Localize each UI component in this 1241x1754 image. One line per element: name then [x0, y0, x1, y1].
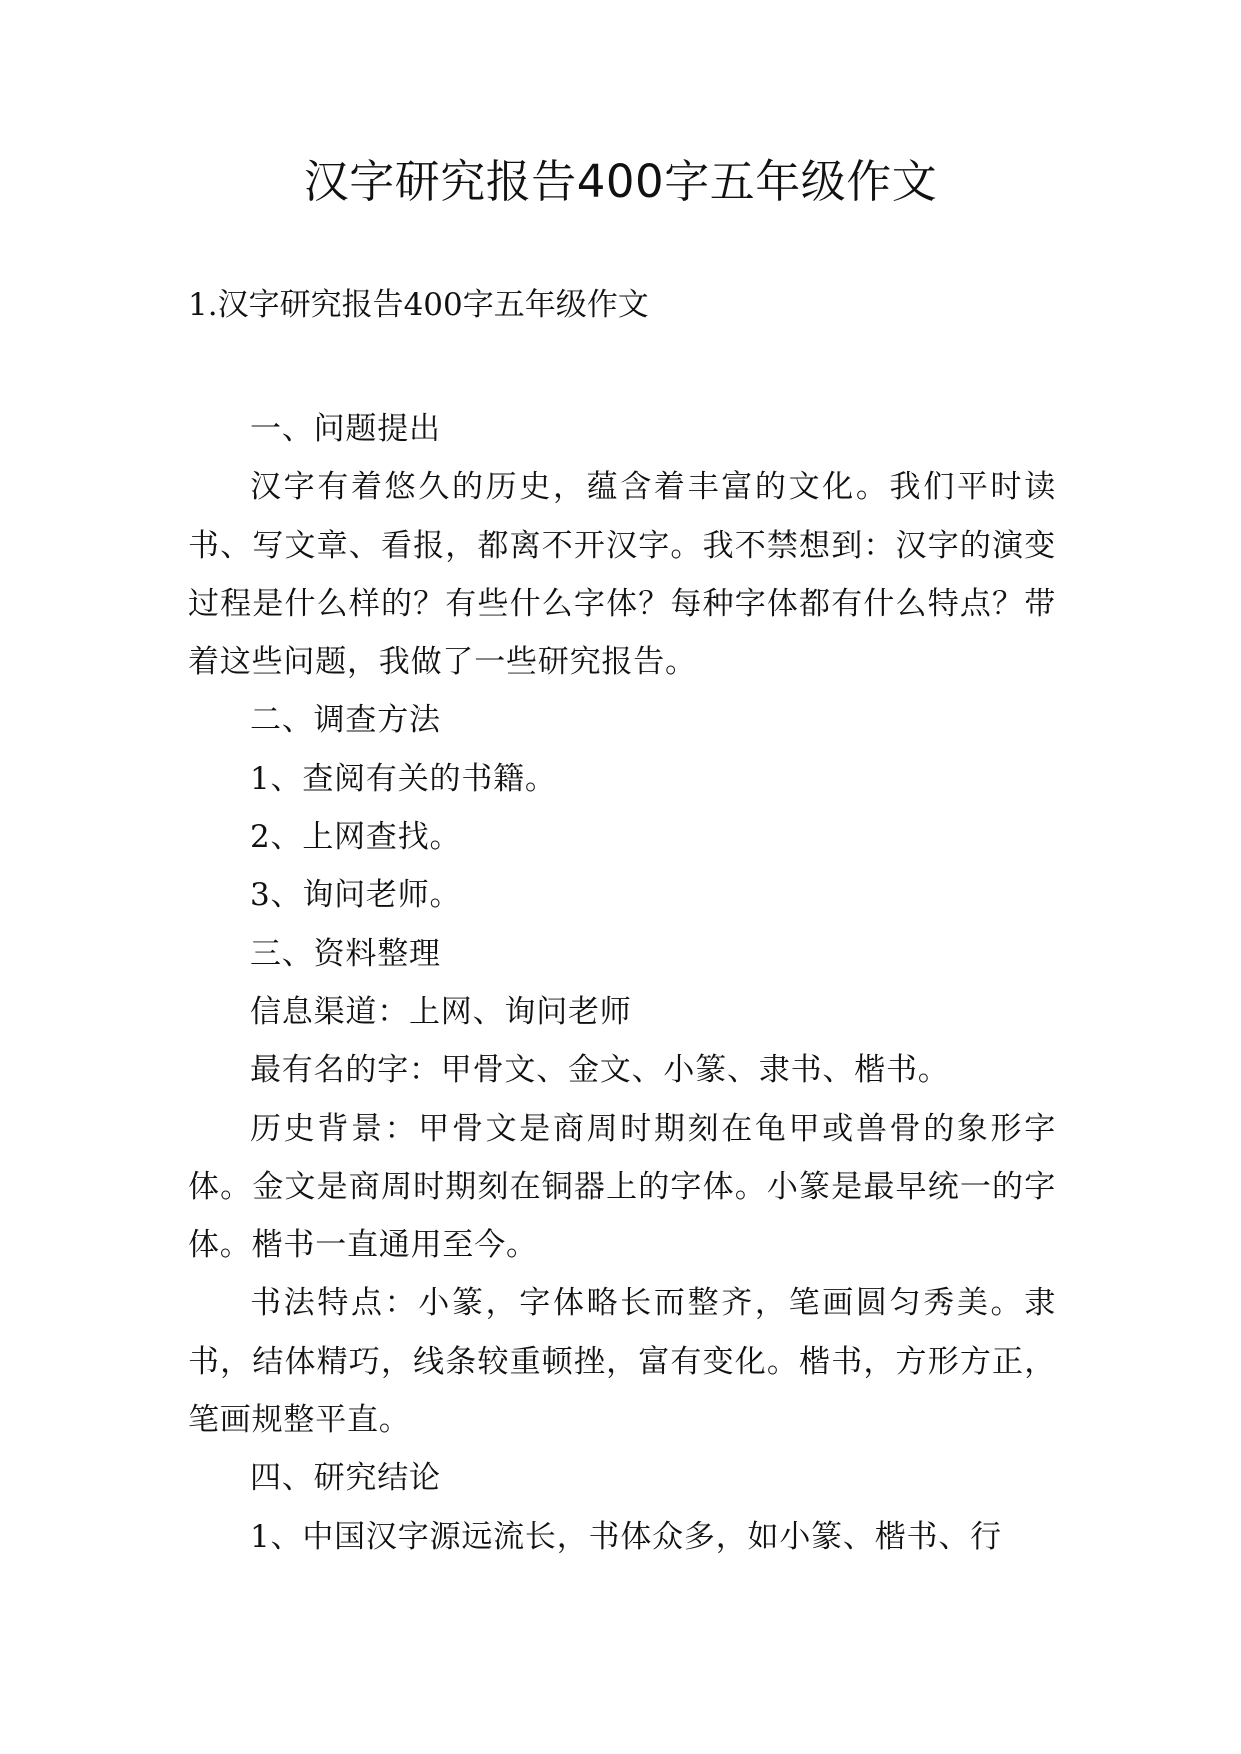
section-heading-materials: 三、资料整理 [250, 935, 441, 972]
method-item-3: 3、询问老师。 [250, 877, 462, 914]
document-title: 汉字研究报告400字五年级作文 [303, 155, 938, 208]
document-body [188, 400, 1056, 1566]
document-subtitle: 1.汉字研究报告400字五年级作文 [188, 287, 649, 323]
paragraph-calligraphy: 书法特点：小篆，字体略长而整齐，笔画圆匀秀美。隶书，结体精巧，线条较重顿挫，富有变化。楷书，方形方正，笔画规整平直。 [188, 1285, 1056, 1439]
method-item-1: 1、查阅有关的书籍。 [250, 760, 557, 797]
conclusion-item-1: 1、中国汉字源远流长，书体众多，如小篆、楷书、行 [250, 1518, 1002, 1555]
section-heading-conclusion: 四、研究结论 [250, 1460, 441, 1497]
paragraph-history: 历史背景：甲骨文是商周时期刻在龟甲或兽骨的象形字体。金文是商周时期刻在铜器上的字体。小篆是最早统一的字体。楷书一直通用至今。 [188, 1110, 1056, 1264]
paragraph-info-channel: 信息渠道：上网、询问老师 [250, 993, 632, 1030]
paragraph-famous-scripts: 最有名的字：甲骨文、金文、小篆、隶书、楷书。 [250, 1052, 950, 1089]
section-heading-problem: 一、问题提出 [250, 411, 441, 447]
method-item-2: 2、上网查找。 [250, 819, 462, 856]
section-heading-method: 二、调查方法 [250, 702, 441, 739]
paragraph-intro: 汉字有着悠久的历史，蕴含着丰富的文化。我们平时读书、写文章、看报，都离不开汉字。我不禁想到：汉字的演变过程是什么样的？有些什么字体？每种字体都有什么特点？带着这些问题，我做了一些研究报告。 [188, 469, 1056, 681]
